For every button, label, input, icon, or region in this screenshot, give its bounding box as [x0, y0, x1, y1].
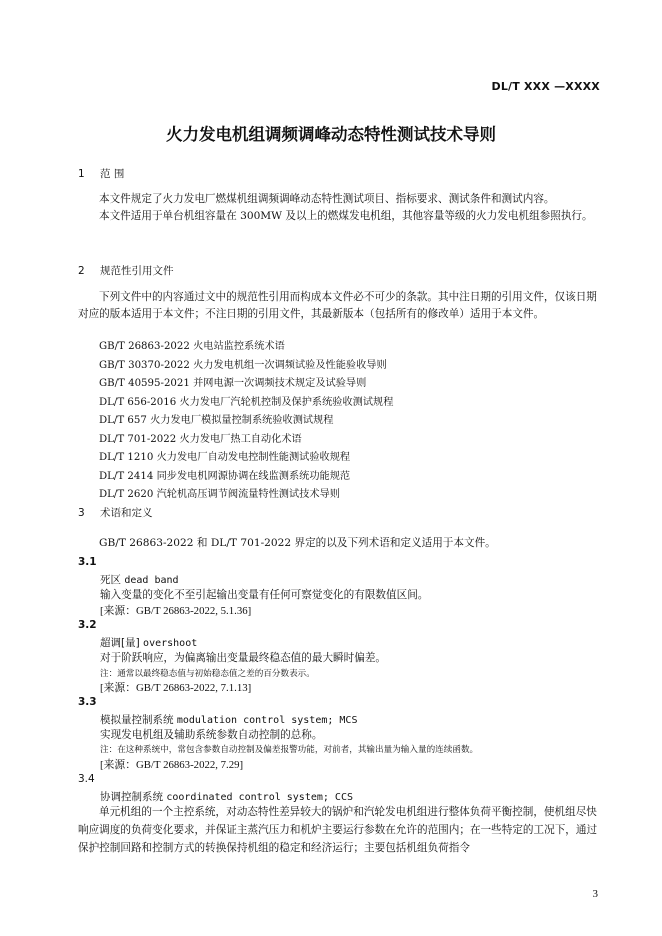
section-2-intro: [78, 289, 598, 323]
term-definition: 单元机组的一个主控系统，对动态特性差异较大的锅炉和汽轮发电机组进行整体负荷平衡控制，使机组尽快响应调度的负荷变化要求，并保证主蒸汽压力和机炉主要运行参数在允许的范围内；在一些特定的工况下，通过保护控制回路和控制方式的转换保持机组的稳定和经济运行；主要包括机组负荷指令: [78, 806, 598, 854]
reference-item: DL/T 656-2016 火力发电厂汽轮机控制及保护系统验收测试规程: [99, 396, 394, 408]
term-chinese: 超调[量]: [100, 637, 140, 649]
reference-item: DL/T 2620 汽轮机高压调节阀流量特性测试技术导则: [99, 489, 340, 500]
section-1-heading: [78, 166, 598, 181]
term-heading: [100, 712, 357, 727]
reference-item: DL/T 1210 火力发电厂自动发电控制性能测试验收规程: [99, 452, 351, 463]
term-definition: 对于阶跃响应，为偏离输出变量最终稳态值的最大瞬时偏差。: [100, 652, 387, 664]
term-source: [来源：GB/T 26863-2022, 5.1.36]: [100, 605, 252, 617]
term-heading: [100, 635, 197, 650]
paragraph: GB/T 26863-2022 和 DL/T 701-2022 界定的以及下列术语和定义适用于本文件。: [99, 537, 496, 549]
section-heading: 术语和定义: [100, 507, 153, 519]
reference-item: DL/T 701-2022 火力发电厂热工自动化术语: [99, 433, 302, 445]
term-english: modulation control system; MCS: [176, 715, 358, 726]
term-note: 注：在这种系统中，常包含参数自动控制及偏差报警功能，对前者，其输出量为输入量的连续函数。: [100, 745, 479, 755]
reference-item: DL/T 2414 同步发电机网源协调在线监测系统功能规范: [99, 470, 351, 482]
term-definition: 输入变量的变化不至引起输出变量有任何可察觉变化的有限数值区间。: [100, 589, 429, 601]
term-english: dead band: [124, 575, 179, 586]
term-number: 3.2: [78, 619, 97, 631]
section-heading: 规范性引用文件: [100, 265, 174, 277]
term-chinese: 死区: [100, 574, 121, 586]
reference-item: DL/T 657 火力发电厂模拟量控制系统验收测试规程: [99, 415, 334, 426]
section-number: 3: [78, 507, 85, 519]
section-3-heading: [78, 505, 598, 520]
term-number: 3.1: [78, 556, 97, 568]
section-number: 2: [78, 265, 85, 277]
term-definition: 实现发电机组及辅助系统参数自动控制的总称。: [100, 729, 323, 741]
reference-list: [78, 338, 598, 505]
reference-item: GB/T 26863-2022 火电站监控系统术语: [99, 341, 285, 352]
paragraph: 本文件适用于单台机组容量在 300MW 及以上的燃煤发电机组，其他容量等级的火力发电机组参照执行。: [99, 210, 593, 222]
term-source: [来源：GB/T 26863-2022, 7.29]: [100, 759, 244, 771]
paragraph: 本文件规定了火力发电厂燃煤机组调频调峰动态特性测试项目、指标要求、测试条件和测试内容。: [99, 193, 555, 205]
standard-code: DL/T XXX —XXXX: [491, 80, 600, 93]
section-number: 1: [78, 168, 85, 180]
term-heading: [100, 572, 179, 587]
reference-item: GB/T 40595-2021 并网电源一次调频技术规定及试验导则: [99, 378, 367, 389]
term-chinese: 协调控制系统: [100, 791, 163, 803]
term-chinese: 模拟量控制系统: [100, 714, 174, 726]
term-english: coordinated control system; CCS: [166, 792, 353, 803]
section-1-body: [78, 191, 598, 225]
term-number: 3.4: [78, 773, 95, 785]
section-3-intro: [78, 535, 598, 552]
document-title: 火力发电机组调频调峰动态特性测试技术导则: [166, 125, 496, 144]
term-english: overshoot: [143, 638, 198, 649]
page-number: 3: [592, 888, 598, 900]
term-note: 注：通常以最终稳态值与初始稳态值之差的百分数表示。: [100, 669, 315, 679]
reference-item: GB/T 30370-2022 火力发电机组一次调频试验及性能验收导则: [99, 359, 387, 371]
term-heading: [100, 789, 353, 804]
term-number: 3.3: [78, 696, 97, 708]
section-heading: 范 围: [100, 168, 125, 180]
section-2-heading: [78, 263, 598, 278]
term-source: [来源：GB/T 26863-2022, 7.1.13]: [100, 682, 252, 694]
paragraph: 下列文件中的内容通过文中的规范性引用而构成本文件必不可少的条款。其中注日期的引用文件，仅该日期对应的版本适用于本文件；不注日期的引用文件，其最新版本（包括所有的修改单）适用于本文件。: [78, 291, 597, 320]
